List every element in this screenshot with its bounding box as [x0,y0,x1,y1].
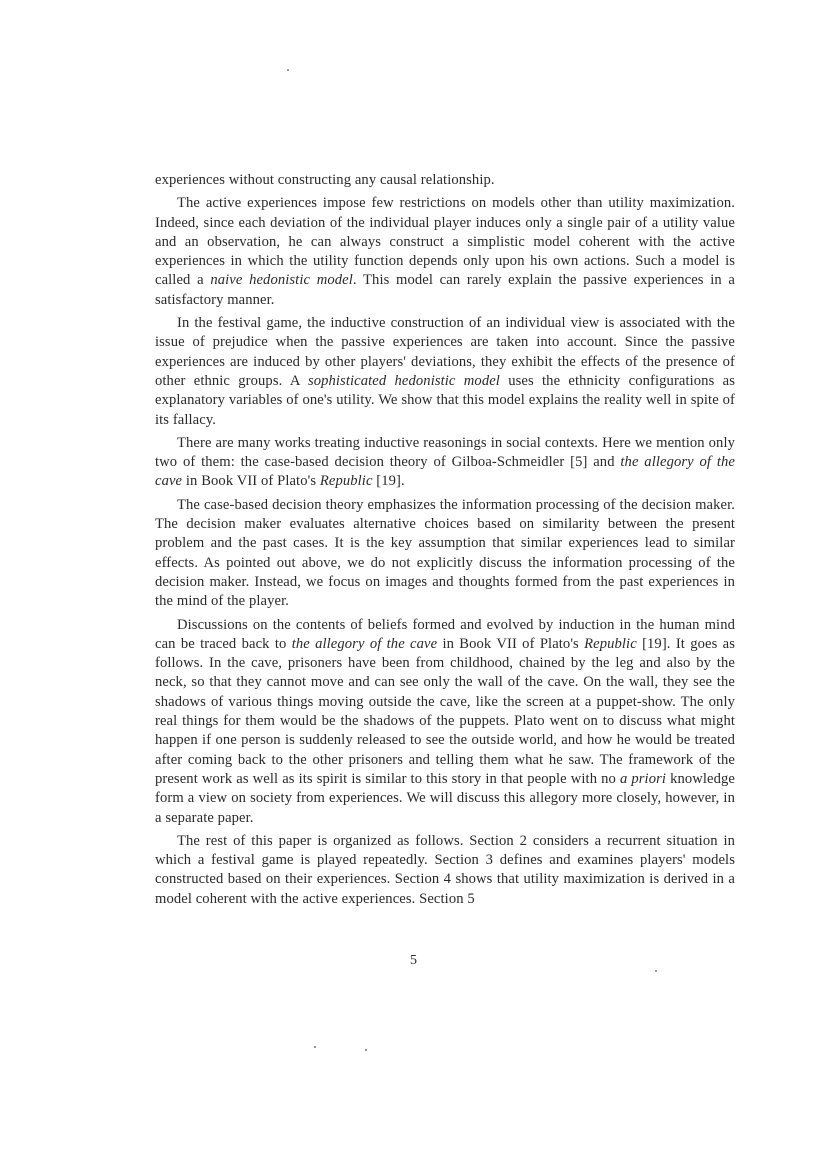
paragraph [155,616,735,828]
italic-text: Republic [584,635,637,652]
text-run: The rest of this paper is organized as follows. Section 2 considers a recurrent situation in which a festival game is played repeatedly. Section 3 defines and examines players' models constructed based on their experiences. Section 4 shows that utility maximization is derived in a model coherent with the active experiences. Section 5 [155,832,735,907]
scan-speck [655,970,657,972]
text-run: The active experiences impose few restrictions on models other than utility maximization. Indeed, since each deviation of the individual player induces only a single pair of a utility value and an observation, he can always construct a simplistic model coherent with the active experiences in which the utility function depends only upon his own actions. Such a model is called a [155,195,735,289]
paragraph [155,496,735,612]
italic-text: a priori [619,770,667,787]
italic-text: naive hedonistic model [210,272,353,289]
scan-speck [314,1046,316,1048]
text-run: experiences without constructing any causal relationship. [155,172,495,188]
italic-text: the allegory of the cave [155,454,735,490]
paragraph [155,171,735,190]
text-run: in Book VII of Plato's [437,635,585,652]
text-run: . This model can rarely explain the passive experiences in a satisfactory manner. [155,272,735,308]
text-run: [19]. [372,473,405,490]
text-run: in Book VII of Plato's [182,473,320,490]
page-number: 5 [410,953,417,968]
paragraph [155,314,735,430]
text-run: knowledge form a view on society from experiences. We will discuss this allegory more closely, however, in a separate paper. [155,770,736,826]
body-text [155,171,735,913]
text-run: In the festival game, the inductive construction of an individual view is associated with the issue of prejudice when the passive experiences are taken into account. Since the passive experiences are induced by other players' deviations, they exhibit the effects of the presence of other ethnic groups. A [155,315,735,389]
italic-text: sophisticated hedonistic model [307,372,500,389]
paragraph [155,194,735,310]
paragraph [155,832,735,909]
paragraph [155,434,735,492]
scan-speck [287,69,289,71]
text-run: The case-based decision theory emphasizes the information processing of the decision maker. The decision maker evaluates alternative choices based on similarity between the present problem and the past cases. It is the key assumption that similar experiences lead to similar effects. As pointed out above, we do not explicitly discuss the information processing of the decision maker. Instead, we focus on images and thoughts formed from the past experiences in the mind of the player. [155,496,735,610]
italic-text: Republic [319,473,373,490]
scan-speck [365,1049,367,1051]
text-run: There are many works treating inductive reasonings in social contexts. Here we mention only two of them: the case-based decision theory of Gilboa-Schmeidler [5] and [155,434,735,471]
text-run: Discussions on the contents of beliefs formed and evolved by induction in the human mind can be traced back to [155,616,735,652]
italic-text: the allegory of the cave [291,635,438,652]
text-run: [19]. It goes as follows. In the cave, prisoners have been from childhood, chained by the leg and also by the neck, so that they cannot move and can see only the wall of the cave. On the wall, they see the shadows of various things moving outside the cave, like the screen at a puppet-show. The only real things for them would be the shadows of the puppets. Plato went on to discuss what might happen if one person is suddenly released to see the outside world, and how he would be treated after coming back to the other prisoners and telling them what he saw. The framework of the present work as well as its spirit is similar to this story in that people with no [155,635,736,787]
text-run: uses the ethnicity configurations as explanatory variables of one's utility. We show that this model explains the reality well in spite of its fallacy. [155,372,735,428]
